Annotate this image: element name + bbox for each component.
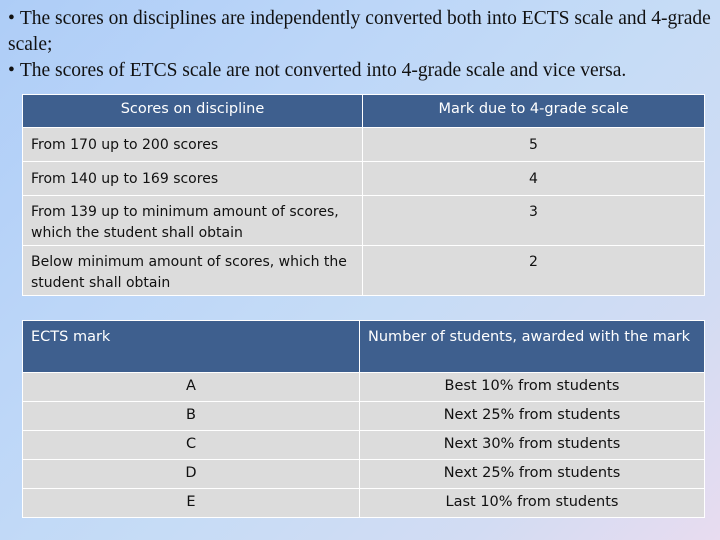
intro-line-2: The scores of ETCS scale are not converted into 4-grade scale and vice versa. [19,60,627,81]
intro-bullet-1 [8,6,716,58]
students-cell: Next 30% from students [360,431,705,460]
header-ects-mark: ECTS mark [23,321,360,373]
mark-cell: 4 [363,162,705,196]
table-row [23,431,705,460]
mark-cell: 5 [363,128,705,162]
header-scores-on-discipline: Scores on discipline [23,95,363,128]
students-cell: Next 25% from students [360,402,705,431]
intro-line-1: The scores on disciplines are independently converted both into ECTS scale and 4-grade scale; [8,8,711,55]
ects-mark-cell: D [23,460,360,489]
scores-cell: Below minimum amount of scores, which the student shall obtain [23,246,363,296]
ects-mark-table [22,320,705,518]
bullet-icon: • [8,8,15,29]
intro-text [8,6,716,84]
students-cell: Next 25% from students [360,460,705,489]
table-row [23,246,705,296]
table-row [23,489,705,518]
table-row [23,128,705,162]
intro-bullet-2 [8,58,716,84]
scores-cell: From 139 up to minimum amount of scores, which the student shall obtain [23,196,363,246]
ects-mark-cell: A [23,373,360,402]
header-number-of-students: Number of students, awarded with the mark [360,321,705,373]
bullet-icon: • [8,60,15,81]
ects-mark-cell: C [23,431,360,460]
mark-cell: 3 [363,196,705,246]
table-row [23,460,705,489]
students-cell: Best 10% from students [360,373,705,402]
ects-mark-cell: B [23,402,360,431]
table-header-row [23,321,705,373]
table-row [23,402,705,431]
students-cell: Last 10% from students [360,489,705,518]
table-row [23,196,705,246]
mark-cell: 2 [363,246,705,296]
scores-cell: From 140 up to 169 scores [23,162,363,196]
table-row [23,373,705,402]
table-header-row [23,95,705,128]
scores-cell: From 170 up to 200 scores [23,128,363,162]
ects-mark-cell: E [23,489,360,518]
header-mark-4-grade: Mark due to 4-grade scale [363,95,705,128]
grade-conversion-table [22,94,705,296]
table-row [23,162,705,196]
